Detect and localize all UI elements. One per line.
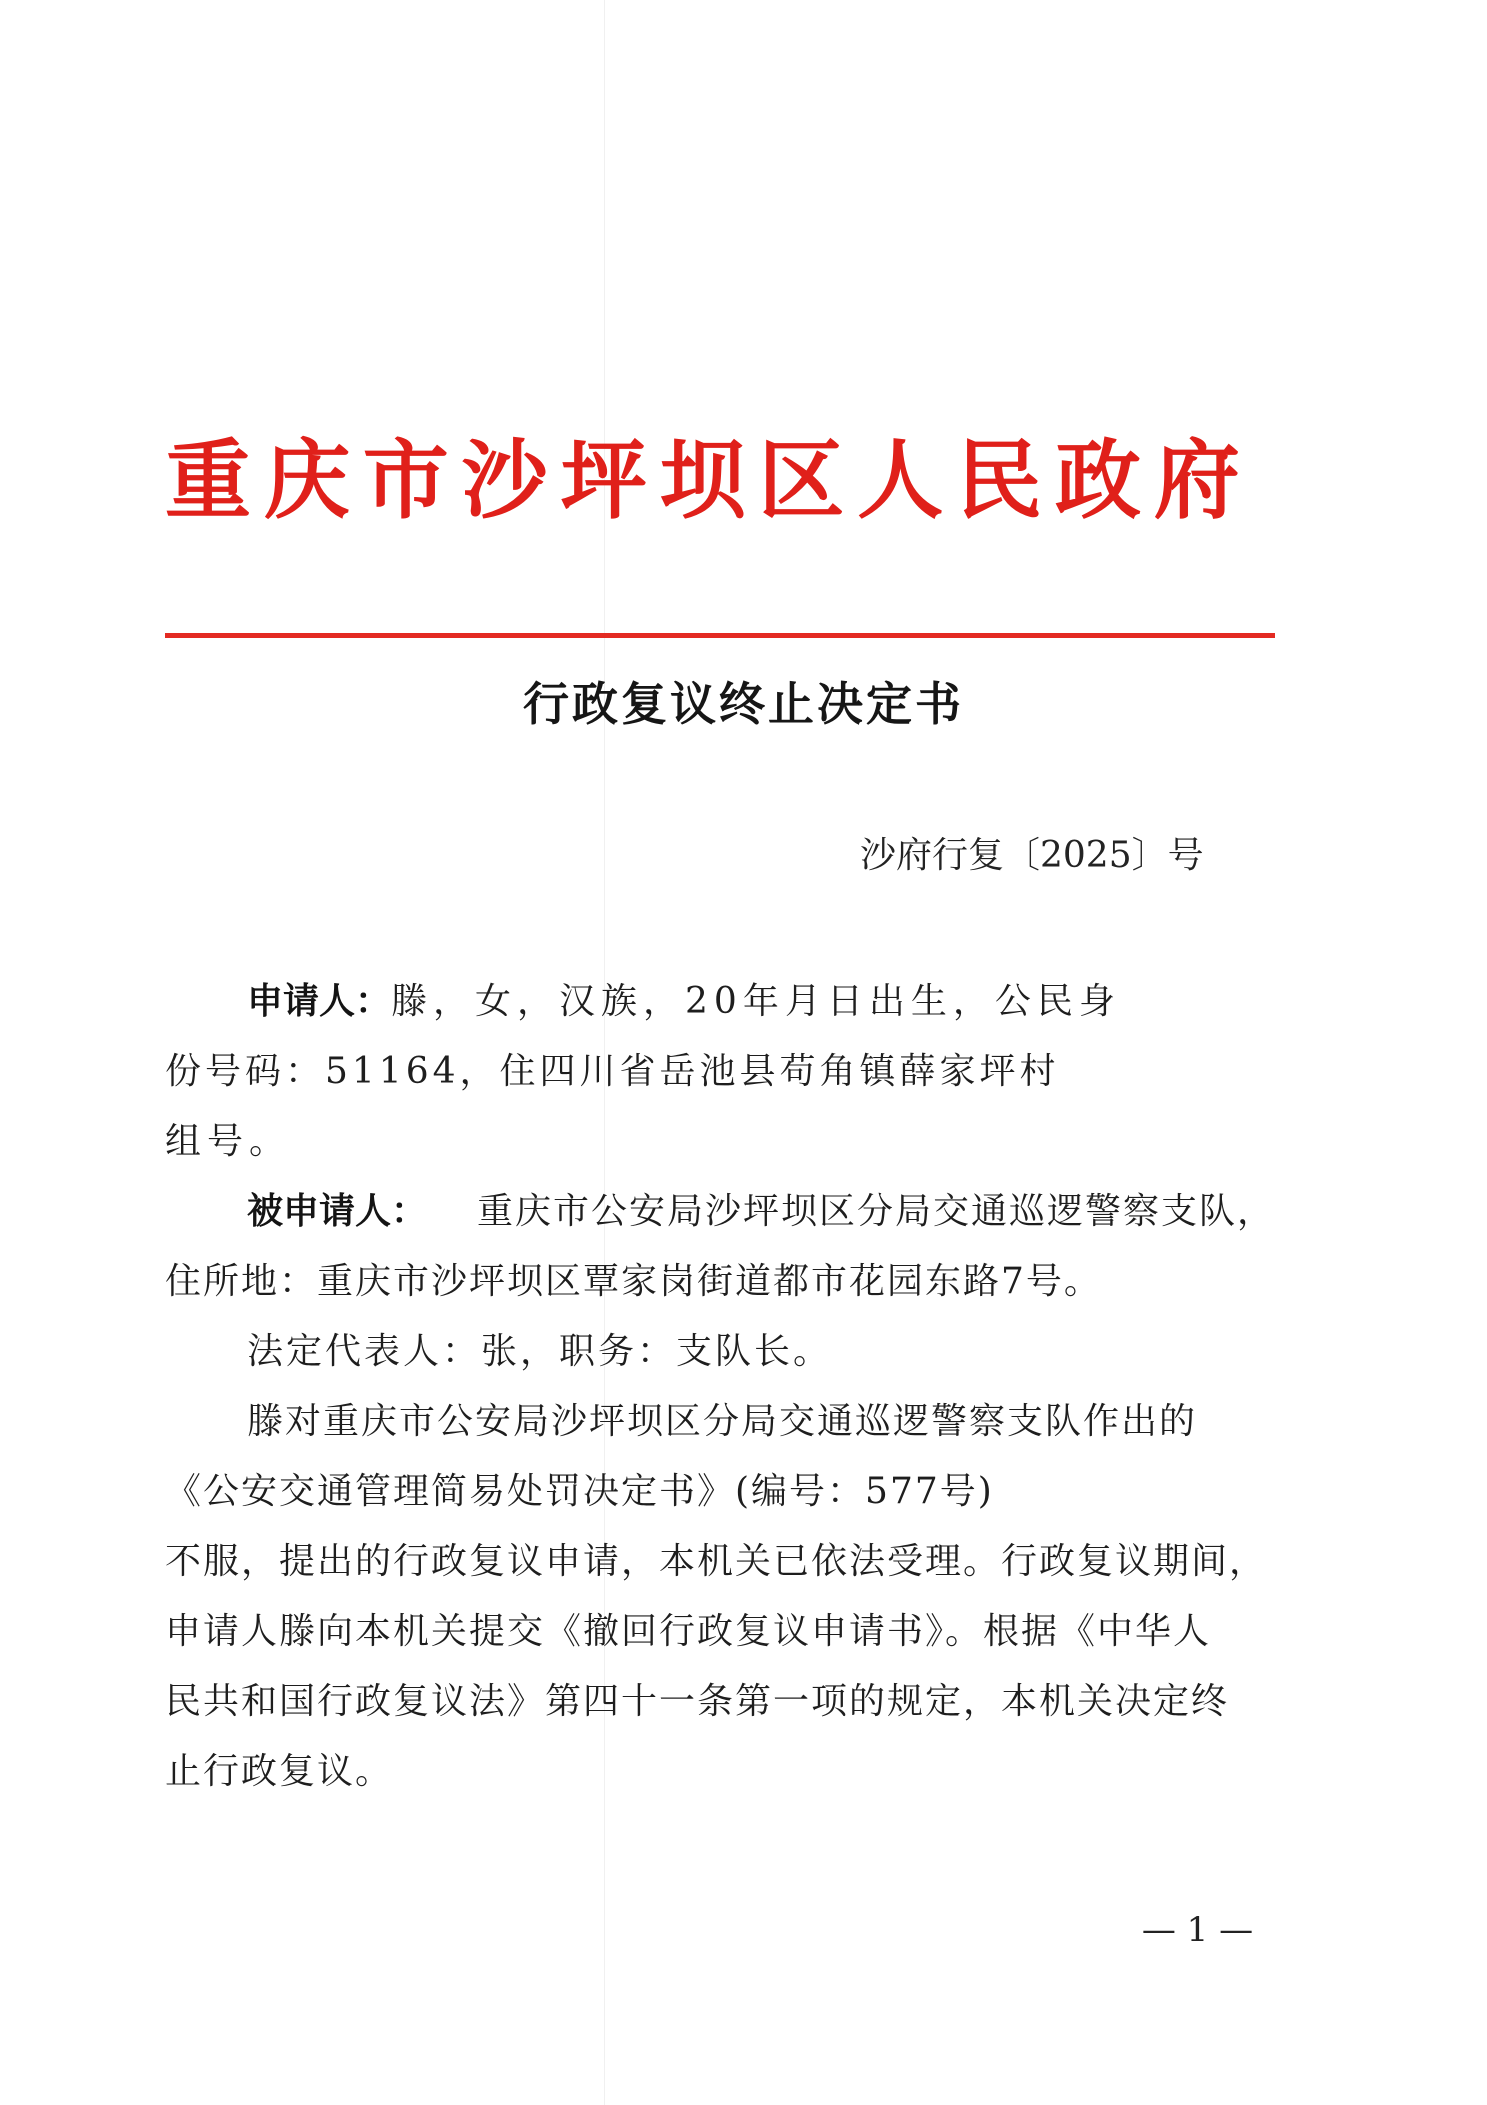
decision-text: 滕对重庆市公安局沙坪坝区分局交通巡逻警察支队作出的 [247, 1400, 1198, 1442]
legal-rep-line [165, 1313, 1275, 1383]
red-divider-rule [165, 633, 1275, 638]
respondent-text-1: 重庆市公安局沙坪坝区分局交通巡逻警察支队， [476, 1190, 1275, 1232]
document-number: 沙府行复〔2025〕号 [860, 834, 1204, 876]
legal-rep-text: 法定代表人：张，职务：支队长。 [247, 1330, 833, 1372]
applicant-text-3: 组号。 [165, 1120, 292, 1162]
applicant-line-2 [165, 1033, 1275, 1103]
decision-text: 民共和国行政复议法》第四十一条第一项的规定，本机关决定终 [165, 1680, 1230, 1722]
respondent-paragraph [165, 1173, 1275, 1383]
applicant-line-1 [165, 963, 1275, 1033]
decision-text: 止行政复议。 [165, 1750, 394, 1792]
decision-paragraph [165, 1383, 1275, 1803]
document-title: 行政复议终止决定书 [523, 677, 964, 731]
decision-line [165, 1453, 1275, 1523]
applicant-text-2: 份号码：51164，住四川省岳池县苟角镇薛家坪村 [165, 1050, 1060, 1092]
decision-line [165, 1593, 1275, 1663]
decision-line [165, 1523, 1275, 1593]
respondent-line-2 [165, 1243, 1275, 1313]
applicant-label: 申请人： [247, 979, 392, 1022]
decision-text: 不服，提出的行政复议申请，本机关已依法受理。行政复议期间， [165, 1540, 1268, 1582]
applicant-paragraph [165, 963, 1275, 1173]
page-number: — 1 — [1141, 1910, 1254, 1950]
decision-text: 申请人滕向本机关提交《撤回行政复议申请书》。根据《中华人 [165, 1610, 1212, 1652]
applicant-text-1: 滕，女，汉族，20年月日出生，公民身 [391, 980, 1121, 1022]
respondent-line-1 [165, 1173, 1275, 1243]
respondent-text-2: 住所地：重庆市沙坪坝区覃家岗街道都市花园东路7号。 [165, 1260, 1102, 1302]
respondent-label: 被申请人： [247, 1189, 428, 1232]
decision-line [165, 1383, 1275, 1453]
decision-text: 《公安交通管理简易处罚决定书》(编号：577号) [165, 1470, 994, 1512]
applicant-line-3 [165, 1103, 1275, 1173]
issuer-masthead: 重 庆 市 沙 坪 坝 区 人 民 政 府 [165, 429, 1240, 531]
decision-line [165, 1733, 1275, 1803]
decision-line [165, 1663, 1275, 1733]
